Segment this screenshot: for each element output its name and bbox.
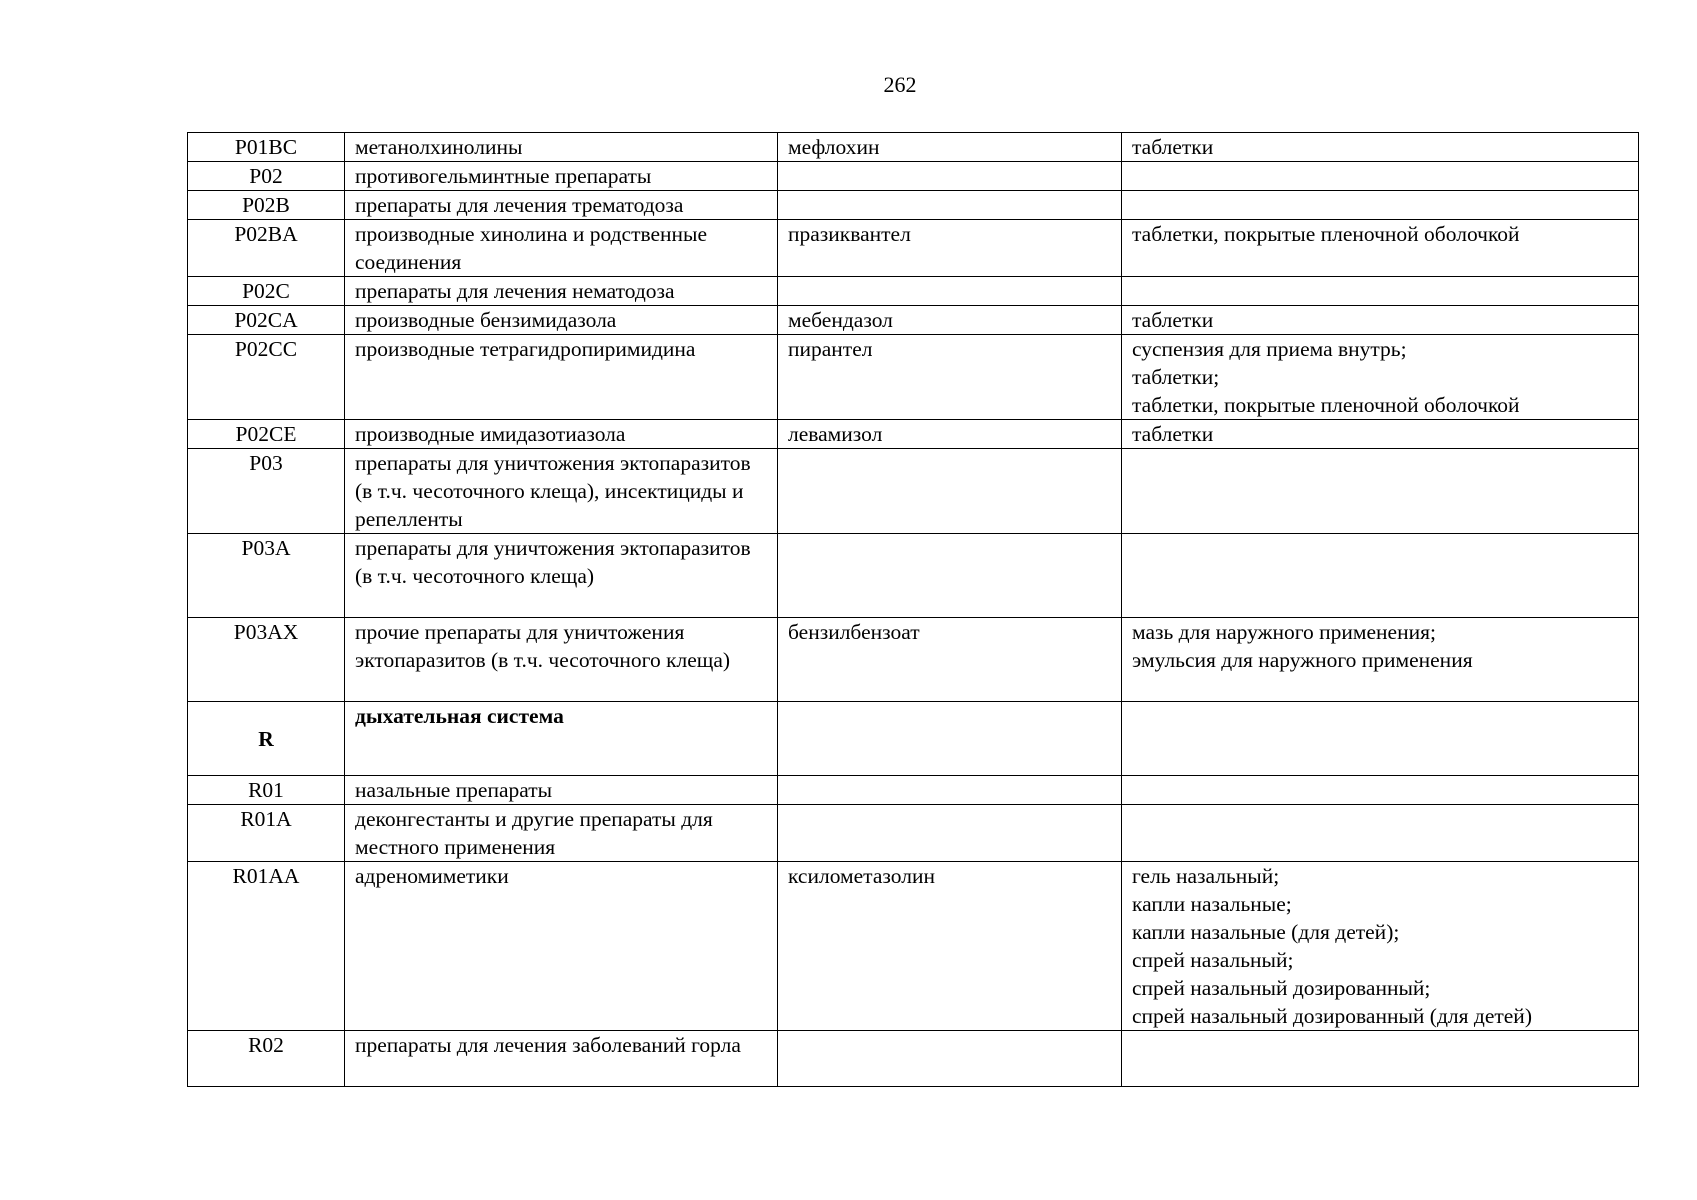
group-name-cell: производные тетрагидропиримидина [345,335,778,420]
atc-code-cell: P03A [188,534,345,618]
group-name-cell: препараты для уничтожения эктопаразитов (в т.ч. чесоточного клеща), инсектициды и репелленты [345,449,778,534]
atc-code-cell: P02CE [188,420,345,449]
table-row [188,133,1639,162]
group-name-cell: дыхательная система [345,702,778,776]
dosage-form-cell: таблетки [1122,306,1639,335]
atc-code-cell: R01A [188,805,345,862]
drug-name-cell [778,191,1122,220]
drug-name-cell [778,776,1122,805]
table-row [188,191,1639,220]
group-name-cell: производные хинолина и родственные соединения [345,220,778,277]
group-name-cell: препараты для лечения нематодоза [345,277,778,306]
table-row [188,220,1639,277]
drug-name-cell [778,1031,1122,1087]
drug-name-cell: пирантел [778,335,1122,420]
dosage-form-cell [1122,776,1639,805]
dosage-form-cell [1122,162,1639,191]
group-name-cell: противогельминтные препараты [345,162,778,191]
atc-code-cell: P02CC [188,335,345,420]
table-row [188,1031,1639,1087]
table-row [188,862,1639,1031]
dosage-form-cell: таблетки [1122,133,1639,162]
dosage-form-cell: мазь для наружного применения; эмульсия для наружного применения [1122,618,1639,702]
atc-code-cell: P02CA [188,306,345,335]
atc-code-cell: R02 [188,1031,345,1087]
table-row [188,534,1639,618]
drug-name-cell: мебендазол [778,306,1122,335]
page-number: 262 [883,72,917,97]
table-row [188,776,1639,805]
atc-code-cell: P02BA [188,220,345,277]
group-name-cell: производные бензимидазола [345,306,778,335]
table-row [188,449,1639,534]
dosage-form-cell [1122,805,1639,862]
dosage-form-cell: таблетки [1122,420,1639,449]
group-name-cell: прочие препараты для уничтожения эктопаразитов (в т.ч. чесоточного клеща) [345,618,778,702]
drug-name-cell: ксилометазолин [778,862,1122,1031]
table-body [188,133,1639,1087]
dosage-form-cell [1122,1031,1639,1087]
atc-code-cell: P02 [188,162,345,191]
atc-code-cell: P03AX [188,618,345,702]
table-row [188,420,1639,449]
atc-code-cell: R01AA [188,862,345,1031]
atc-code-cell: P02B [188,191,345,220]
dosage-form-cell [1122,702,1639,776]
atc-code-cell: P03 [188,449,345,534]
table-row [188,162,1639,191]
drug-name-cell [778,162,1122,191]
table-row [188,618,1639,702]
group-name-cell: производные имидазотиазола [345,420,778,449]
dosage-form-cell [1122,534,1639,618]
table-row [188,805,1639,862]
group-name-cell: препараты для лечения заболеваний горла [345,1031,778,1087]
atc-code-cell: P02C [188,277,345,306]
dosage-form-cell [1122,449,1639,534]
dosage-form-cell: таблетки, покрытые пленочной оболочкой [1122,220,1639,277]
group-name-cell: деконгестанты и другие препараты для местного применения [345,805,778,862]
drug-name-cell [778,277,1122,306]
dosage-form-cell: суспензия для приема внутрь; таблетки; таблетки, покрытые пленочной оболочкой [1122,335,1639,420]
drug-name-cell [778,449,1122,534]
drug-name-cell: левамизол [778,420,1122,449]
drug-name-cell: мефлохин [778,133,1122,162]
drug-name-cell [778,702,1122,776]
dosage-form-cell [1122,277,1639,306]
drug-name-cell: бензилбензоат [778,618,1122,702]
dosage-form-cell: гель назальный; капли назальные; капли назальные (для детей); спрей назальный; спрей назальный дозированный; спрей назальный дозированный (для детей) [1122,862,1639,1031]
group-name-cell: адреномиметики [345,862,778,1031]
atc-code-cell: P01BC [188,133,345,162]
atc-code-cell: R01 [188,776,345,805]
group-name-cell: метанолхинолины [345,133,778,162]
drug-name-cell [778,534,1122,618]
table-row [188,335,1639,420]
group-name-cell: препараты для лечения трематодоза [345,191,778,220]
table-row [188,702,1639,776]
drug-table [187,132,1639,1087]
group-name-cell: назальные препараты [345,776,778,805]
drug-name-cell: празиквантел [778,220,1122,277]
dosage-form-cell [1122,191,1639,220]
table-row [188,306,1639,335]
table-row [188,277,1639,306]
drug-name-cell [778,805,1122,862]
atc-code-cell: R [188,702,345,776]
group-name-cell: препараты для уничтожения эктопаразитов (в т.ч. чесоточного клеща) [345,534,778,618]
